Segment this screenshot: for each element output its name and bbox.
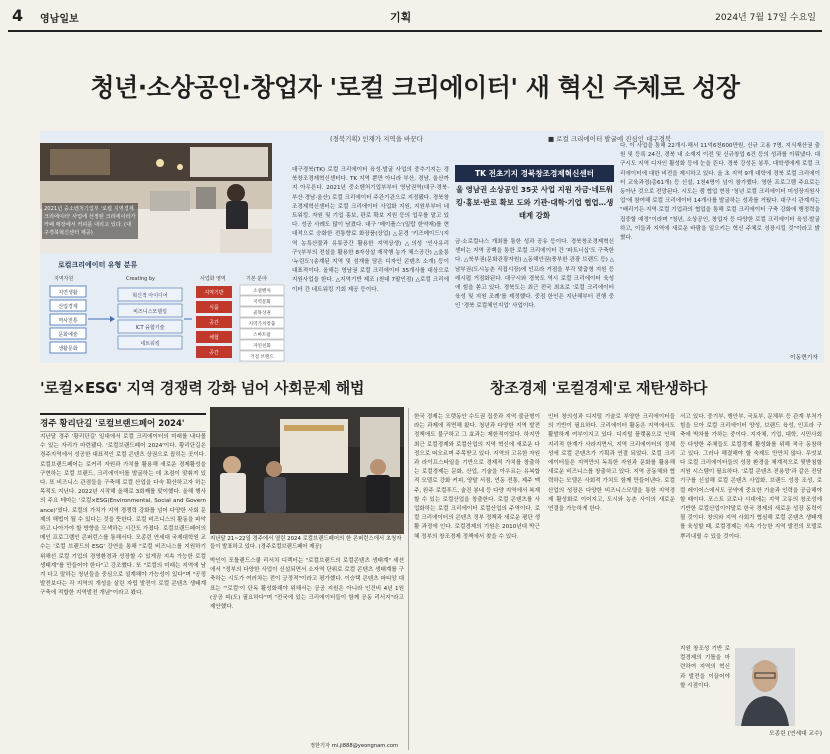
resource-item: 생활문화 bbox=[58, 346, 78, 352]
conference-photo-caption: 지난달 21~22일 경주에서 열린 2024 로컬브랜드페어의 한 콘퍼런스에서 초청자들이 발표하고 있다. (경주로컬브랜드페어 제공) bbox=[210, 536, 402, 550]
article3-body-3: 서고 있다. 중기부, 행안부, 국토부, 문체부 등 관계 부처가 힘을 모아 로컬 크리에이터 양성, 브랜드 육성, 인프라 구축에 박차를 가하는 중이다. 지자체, 기업, 대학, 시민사회 등 다양한 주체들도 로컬경제 활성화를 위해 적극 동참하고 있다. 그러나 해결해야 할 숙제도 만만치 않다. 무엇보다 로컬 크리에이터들의 성장 환경을 체계적으로 뒷받침할 지원 시스템이 필요하다. '로컬 콘텐츠 전용망'과 같은 전담기구를 신설해 로컬 콘텐츠 사업화, 브랜드 성장 조성, 로컬 레이어스에서도 공약에 중요한 기술과 인력을 공급해야 할 때이다. 포스트 코로나 시대에는 지역 고유의 창조성에 기반한 로컬산업이야말로 한국 경제의 새로운 성장 동력이 될 것이다. 창의와 지역 사회가 협심해 로컬 콘텐츠 생태계를 육성할 때, 로컬경제는 지속 가능한 지역 발전의 모델로 뿌리내릴 수 있을 것이다. bbox=[680, 414, 822, 540]
creating-item: 네트워킹 bbox=[140, 341, 160, 347]
field-item: 거점 브랜드 bbox=[250, 355, 274, 360]
field-item: 스마트팜 bbox=[253, 333, 271, 338]
article2-body-2: 박인이 포틀랜드스쿨 리서치 디렉터는 "로컬브랜드의 로컬콘텐츠 생태계" 세션에서 "정부의 다양한 사업이 신설되면서 소자역 단위로 로컬 콘텐츠 생태계를 구축하는 시도가 여러차는 전이 긍정적"이라고 평가했다. 이승택 콘텐츠 파티앙 대표는 "'로컬'이 단독 활성화해야 위해서는 공공 지원은 아니라 인건비 4년 1원 (공공 피(도) 필요하다"며 "전국에 있는 크리에이터들이 함께 공동 리서지"라고 제안했다. bbox=[210, 558, 404, 611]
creating-item: ICT 융합기술 bbox=[135, 325, 165, 331]
article2-body-1: 지난달 경주 '황리단길' 일대에서 로컬 크리에이터의 미래를 내다볼 수 있는 자리가 마련됐다. '로컬브랜드페어 2024'이다. 황리단길은 경주지역에서 성공한 대표적인 로컬 콘텐츠 상권으로 꼽히는 곳이다. 로컬브랜드페어는 로커리 자원과 가치를 활용해 새로운 경제활성을 구현하는 로컬 브랜드, 크리에이터를 발굴하는 데 초점이 맞춰져 있다. 또 비즈니스 관점들을 구축해 로컬 산업을 다숙 확산하고자 하는 목적도 지닌다. 2022년 시작해 올해로 3회째를 맞이했다. 올해 행사의 주요 테마는 '로컬×ESG(Environmental, Social and Governance)'였다. 로컬의 가치가 지역 경쟁력 강화를 넘어 다양한 사회 문제의 해법이 될 수 있다는 것을 뜻한다. 로컬 비즈니스의 활동을 파악하고 나아가야 할 방향을 모색하는 시간도 가졌다. 로컬브랜드페어의 메인 프로그램인 콘퍼런스를 통해서다. 모종린 연세대 국제대학원 교수는 '로컬 브랜드의 ESG' 강연을 통해 "로컬 비즈니스를 지원하기 위해선 로컬 기업의 경영환경과 성장할 수 있게끔 지속 가능한 로컬 생태계"를 만들어야 한다"고 강조했다. 또 "로컬의 미래는 지역에 남겨 다고 말하는 청년들을 중심으로 설계해야 가능성이 있다"며 "공정 발전보다는 각 지역의 개성을 살린 자립 발전이 로컬 콘텐츠 생태계 구축에 적합한 지역발전 개념"이라고 봤다. bbox=[40, 434, 206, 597]
field-column bbox=[240, 285, 284, 361]
diagram-col-header: 사업화 영역 bbox=[200, 276, 226, 282]
creating-item: 비즈니스모델링 bbox=[133, 309, 167, 315]
business-item: 공간 bbox=[209, 350, 219, 356]
top-story-body-b: 금·소로컬나스 개최를 통한 성과 공유 등이다. 경북창조경제혁신센터는 지역 공백을 통한 로컬 크리에이터 간 '파트너십'도 구축한다. △북부권(문화관광자원) △동해안권(풍부한 관광 브랜드 등) △남부권(도시농촌 직접시장)에 인프라 거점을 부각 맞춤형 지원 등 레시펍 거점화된다. 대구시와 경북도 역시 로컬 크리에이터 육성에 힘을 쏟고 있다. 경북도는 최근 전국 최초로 '로컬 크리에이터 육성 및 지원 조례'를 제정했다. 중점 한인은 지난해부터 진행 중인 '경북 로컬체인지업' 사업이다. bbox=[455, 239, 614, 310]
author-name: 모종린 (연세대 교수) bbox=[768, 731, 822, 737]
article2-headline: '로컬×ESG' 지역 경쟁력 강화 넘어 사회문제 해법 bbox=[40, 379, 365, 397]
article3-headline: 창조경제 '로컬경제'로 재탄생하다 bbox=[490, 379, 708, 397]
article2-byline: 정한기자 mi.ji888@yeongnam.com bbox=[310, 743, 399, 749]
resource-item: 지연생활 bbox=[58, 290, 78, 296]
field-item: 지역문화 bbox=[253, 300, 271, 305]
diagram-col-header: Creating by bbox=[126, 276, 155, 282]
creating-item: 혁신적 아이디어 bbox=[132, 293, 168, 299]
field-item: 지역가치창출 bbox=[248, 322, 276, 327]
field-item: 골목상권 bbox=[253, 311, 271, 316]
resource-item: 역사전통 bbox=[58, 318, 78, 324]
story-kicker: ■ 로컬 크리에이터 발굴에 진심인 대구경북 bbox=[548, 135, 672, 143]
series-kicker: (경북기획) 인재가 지역을 바꾼다 bbox=[330, 135, 423, 143]
article3-body-1: 한국 경제는 오랫동안 수도권 집중과 지역 불균형이라는 과제에 직면해 왔다. 청년과 다양한 지역 발전 정책에도 불구하고 그 효과는 제한적이었다. 하지만 최근 로컬경제와 로컬산업의 지역 혁신에 새로운 다정으로 떠오르며 주목받고 있다. 지역의 고유한 자원과 라이프스타일을 기반으로 경제적 가치를 창출하는 로컬경제는 문화, 산업, 기술을 아우르는 유복합적 모델로 강화 커피, 양말 서점, 연동 전통, 제주 맥주, 완주 로컬푸드, 술진 봉네 등 다양 지역에서 복재할 수 있는 로컬산업을 창출한다. 로컬 콘텐츠를 사업화하는 로컬 크리에이터 로컬산업의 주역이다. 로컬 크리에이터의 콘텐츠 정부 정책과 새로운 평단 생활 과정에 인다. 로컬경제의 기원은 2010년대 박근혜 정부의 창조경제 정책에서 찾을 수 있다. bbox=[414, 414, 540, 540]
top-story-body-c: 다. 이 사업을 통해 22개시·해서 11억6천600만원, 신규 고용 7명, 지식재산권 출원 및 등록 24건, 경북 내 소재지 이전 및 신규창업 6건 등의 성과를 이뤄냈다. 대구시도 지역 디자인 활성화 등에 눈을 뜬다. 경북 강성돈 봉투, 대학생에게 로컬 크리에이터에 대한 비전을 제시하고 있다. 올 초 지역 9개 대학에 경북 로컬 크리에이터 교육과정(총61개) 등 신설, 1천4명이 넘이 참가했다. 영한 프로그램 주요로는 동아난 것으로 전망된다. 시도는 캠 협업 현장 '청년 로컬 크리에이터 미성장지원사업'에 참여해 로컬 크리에이터 14개사를 발굴하는 성과를 거뒀다. 대구시 관계자는 "배리기든·지역·로컬 기업과의 협업을 통해 로컬 크리에이터 구축 강화에 행정력을 집중할 예정"이라며 "청년, 소상공인, 창업자 등 다양한 로컬 크리에이터 육성·발굴하고, 이들과 지역에 새로운 바람을 일으키는 혁신 주체로 성장시킬 것"이라고 밝혔다. bbox=[620, 143, 820, 242]
business-column bbox=[196, 286, 232, 358]
column-divider bbox=[408, 408, 409, 750]
article2-subhead: 경주 황리단길 '로컬브랜드페어 2024' bbox=[40, 413, 206, 432]
business-item: 공간 bbox=[209, 320, 219, 326]
main-headline: 청년·소상공인·창업자 '로컬 크리에이터' 새 혁신 주체로 성장 bbox=[90, 73, 740, 102]
paper-name: 영남일보 bbox=[40, 14, 79, 25]
cafe-photo-caption: 2021년 중소벤처기업부 '로컬 지역경제 크리에이터' 사업에 선정된 크리에이터가 카페 매장에서 커피를 내리고 있다. (대구경북혁신센터 제공) bbox=[42, 203, 138, 239]
resource-item: 산업경제 bbox=[58, 304, 78, 310]
diagram-col-header: 기본 분야 bbox=[246, 276, 267, 282]
top-story-byline: 이동현기자 bbox=[790, 355, 818, 361]
arrow-head-icon bbox=[110, 316, 115, 322]
section-label: 기획 bbox=[390, 11, 412, 24]
field-item: 소셜벤처 bbox=[253, 289, 271, 294]
article3-body-2: 인터 창의성과 디지털 기술로 부양한 크리에이터들의 기반이 필요하다. 크리에이터 활동은 지역에서도 활발하게 여부이지고 있다. 디지털 플랫폼으로 인해 지리적 한계가 사라지면서, 지역 크리에이터의 정체성에 로컬 콘텐츠가 기획과 연결 되었다. 로컬 크리에이터들은 지역만의 독특한 자원과 문화를 활용해 새로운 비즈니스를 창출하고 있다. 지역 공동체와 협력하는 모델은 사회적 가치도 함께 만들어낸다. 로컬산업의 성장은 다양한 비즈니스모델을 통한 지역경제 활성화로 이어지고, 도시와 농촌 사이의 새로운 연결을 가능하게 한다. bbox=[548, 414, 675, 513]
header-rule bbox=[8, 30, 822, 32]
page-number: 4 bbox=[12, 6, 24, 25]
conference-photo-art bbox=[210, 407, 404, 534]
sidebar-subheadline: 울 영남권 소상공인 35곳 사업 지원 자금·네트워킹·홍보·판로 확보 도와 기관·대학·기업 협업…생태계 강화 bbox=[455, 185, 614, 220]
sidebar-title: TK 전초기지 경북창조경제혁신센터 bbox=[455, 165, 614, 182]
diagram-title: 로컬크리에이터 유형 분류 bbox=[58, 261, 138, 269]
creator-type-diagram bbox=[40, 255, 288, 362]
creating-column bbox=[118, 288, 182, 349]
article3-body-4: 지원 창조성 기반 로컬경제의 기틀을 마련하여 지역의 혁신과 발전을 이끌어야 할 시점이다. bbox=[680, 646, 730, 689]
business-item: 식품 bbox=[209, 305, 219, 311]
business-item: 체험 bbox=[209, 335, 219, 341]
business-item: 지역기반 bbox=[204, 290, 224, 296]
diagram-col-header: 지역자원 bbox=[54, 276, 74, 282]
field-item: 자연친화 bbox=[253, 344, 271, 349]
resource-item: 문화예술 bbox=[58, 332, 78, 338]
author-portrait bbox=[735, 648, 795, 726]
resource-column bbox=[50, 286, 86, 353]
conference-photo bbox=[210, 407, 404, 534]
issue-date: 2024년 7월 17일 수요일 bbox=[715, 13, 816, 23]
top-story-body-a: 대구경북(TK) 로컬 크리에이터 육성·발굴 사업의 중추기지는 경북창조경제혁신센터다. TK 지역 뿐만 아니라 부산, 경남, 울산까지 아우른다. 2021년 중소벤처기업부부터 영남권역(대구·경북·부산·경남·울산) 로컬 크리에이터 주관기관으로 지정됐다. 경북창조경제혁신센터는 로컬 크리에이터 사업화 지원, 지원부부터 네트워킹, 자원 및 기업 홍보, 판로 확보 지원 등의 업무를 맡고 있다. 성공 사례도 많이 남겼다. 대구 '메이플스'(밀랍 한약재)를 현대적으로 승화한 전통향료 화장품(상업) △문경 '키즈메이드'(지역 농특산물과 유튜공간 활용한 지역상생) △의성 '인사유리구'(부부의 전설을 활용한 8자상설 재작행 농가 체스공간) △울릉 '누린도'(송계된 지역 및 섬재를 담은 디자인 콘텐츠 소개) 등이 대표적이다. 올해는 영남권 로컬 크리에이터 35개사를 대상으로 지원사업을 한다. △지역기반 제조 (천대 7팔인점) △로컬 크리에이터 간 네트워킹 기회 제공 등이다. bbox=[292, 167, 449, 293]
author-portrait-art bbox=[735, 648, 795, 726]
